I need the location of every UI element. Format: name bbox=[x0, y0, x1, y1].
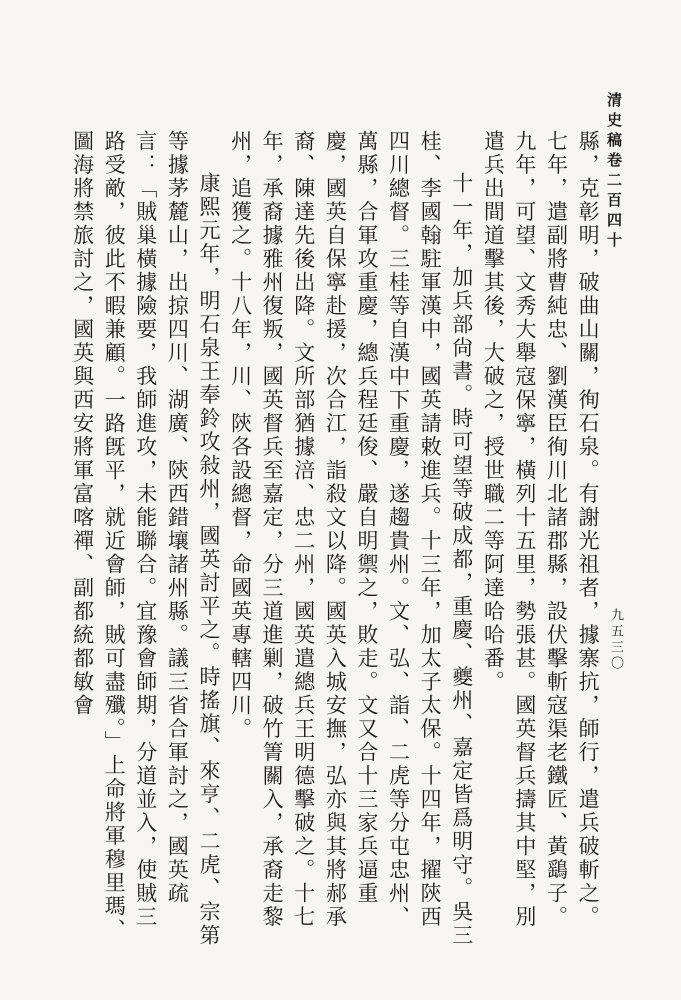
text-columns bbox=[66, 130, 603, 950]
paragraph-2: 十一年，加兵部尙書。時可望等破成都，重慶、夔州、嘉定皆爲明守。吳三桂、李國翰駐軍漢中，國英請敕進兵。十三年，加太子太保。十四年，擢陝西四川總督。三桂等自漢中下重慶，遂趨貴州。文、弘、詣、二虎等分屯忠州、萬縣，合軍攻重慶，總兵程廷俊、嚴自明禦之，敗走。文又合十三家兵逼重慶，國英自保寧赴援，次合江，詣殺文以降。國英入城安撫，弘亦與其將郝承裔、陳達先後出降。文所部猶據涪、忠二州，國英遣總兵王明德擊破之。十七年，承裔據雅州復叛，國英督兵至嘉定，分三道進剿，破竹箐關入，承裔走黎州，追獲之。十八年，川、陝各設總督，命國英專轄四川。 bbox=[228, 130, 474, 948]
page-number: 九五三〇 bbox=[608, 608, 623, 672]
running-title: 清史稿卷二百四十 bbox=[605, 92, 623, 252]
paragraph-3: 康熙元年，明石泉王奉鈴攻敍州，國英討平之。時搖旗、來亨、二虎、宗第等據茅麓山，出掠四川、湖廣、陝西錯壤諸州縣。議三省合軍討之，國英疏言：「賊巢橫據險要，我師進攻，未能聯合。宜豫會師期，分道並入，使賊三路受敵，彼此不暇兼顧。一路旣平，就近會師，賊可盡殲。」上命將軍穆里瑪、圖海將禁旅討之，國英與西安將軍富喀禪、副都統都敏會 bbox=[70, 130, 221, 948]
vertical-text-body bbox=[66, 130, 601, 950]
paragraph-1: 縣，克彰明，破曲山關，徇石泉。有謝光祖者，據寨抗，師行，遣兵破斬之。七年，遣副將曹純忠、劉漢臣徇川北諸郡縣，設伏擊斬寇渠老鐵匠、黃鷂子。九年，可望、文秀大舉寇保寧，橫列十五里，勢張甚。國英督兵擣其中堅，別遣兵出間道擊其後，大破之，授世職二等阿達哈哈番。 bbox=[481, 130, 601, 929]
